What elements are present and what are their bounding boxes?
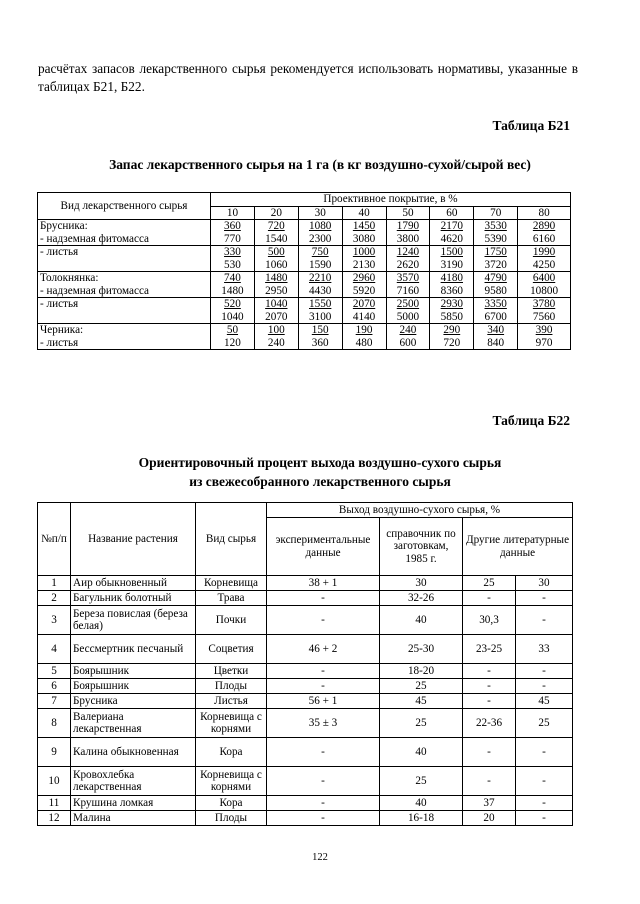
table-b22-label: Таблица Б22 <box>492 413 570 428</box>
stock-value-cell <box>430 298 474 324</box>
stock-value-cell <box>474 272 518 298</box>
raw-weight: 2130 <box>352 258 376 271</box>
col-header-experimental: экспериментальные данные <box>267 518 380 576</box>
col-header-plant-name: Название растения <box>71 503 196 576</box>
table-row <box>38 664 573 679</box>
raw-weight: 5390 <box>484 232 507 245</box>
air-dry-weight: 1000 <box>352 246 376 258</box>
col-header-num: №п/п <box>38 503 71 576</box>
other-yield-2: - <box>516 664 573 679</box>
row-number: 9 <box>38 738 71 767</box>
table-b21 <box>37 192 571 350</box>
table-row <box>38 606 573 635</box>
raw-weight: 3100 <box>309 310 332 323</box>
coverage-percent-header: 60 <box>430 206 474 220</box>
raw-type: Корневища с корнями <box>196 709 267 738</box>
plant-name: Малина <box>71 811 196 826</box>
col-header-yield: Выход воздушно-сухого сырья, % <box>267 503 573 518</box>
raw-type: Плоды <box>196 679 267 694</box>
air-dry-weight: 1500 <box>440 246 463 258</box>
experimental-yield: 38 + 1 <box>267 576 380 591</box>
raw-weight: 2620 <box>396 258 420 271</box>
experimental-yield: - <box>267 738 380 767</box>
stock-value-cell <box>298 298 342 324</box>
air-dry-weight: 150 <box>311 324 329 336</box>
row-number: 5 <box>38 664 71 679</box>
raw-weight: 2300 <box>309 232 332 245</box>
coverage-percent-header: 10 <box>211 206 255 220</box>
raw-weight: 120 <box>224 336 241 349</box>
row-number: 4 <box>38 635 71 664</box>
raw-weight: 8360 <box>440 284 463 297</box>
raw-weight: 10800 <box>530 284 559 297</box>
stock-value-cell <box>254 298 298 324</box>
stock-value-cell <box>386 324 430 350</box>
air-dry-weight: 1240 <box>396 246 420 258</box>
air-dry-weight: 4180 <box>440 272 463 284</box>
stock-value-cell <box>430 220 474 246</box>
raw-weight: 5850 <box>440 310 463 323</box>
row-number: 8 <box>38 709 71 738</box>
raw-weight: 6160 <box>532 232 556 245</box>
raw-weight: 720 <box>443 336 461 349</box>
stock-value-cell <box>518 220 571 246</box>
table-row <box>38 591 573 606</box>
raw-weight: 840 <box>487 336 505 349</box>
raw-weight: 3800 <box>396 232 420 245</box>
raw-weight: 970 <box>535 336 553 349</box>
air-dry-weight: 1990 <box>532 246 556 258</box>
stock-value-cell <box>254 246 298 272</box>
col-header-raw-type: Вид сырья <box>196 503 267 576</box>
table-row <box>38 246 571 272</box>
coverage-percent-header: 50 <box>386 206 430 220</box>
raw-weight: 770 <box>224 232 241 245</box>
stock-value-cell <box>298 324 342 350</box>
air-dry-weight: 390 <box>535 324 553 336</box>
reference-yield: 32-26 <box>380 591 463 606</box>
row-number: 6 <box>38 679 71 694</box>
table-row <box>38 738 573 767</box>
stock-value-cell <box>211 324 255 350</box>
stock-value-cell <box>518 272 571 298</box>
stock-value-cell <box>430 272 474 298</box>
other-yield-2: 45 <box>516 694 573 709</box>
air-dry-weight: 1080 <box>309 220 332 232</box>
raw-material-name <box>38 246 211 272</box>
stock-value-cell <box>254 220 298 246</box>
other-yield-1: 23-25 <box>463 635 516 664</box>
stock-value-cell <box>342 246 386 272</box>
raw-weight: 1480 <box>221 284 244 297</box>
raw-material-name <box>38 220 211 246</box>
reference-yield: 30 <box>380 576 463 591</box>
experimental-yield: 35 ± 3 <box>267 709 380 738</box>
air-dry-weight: 740 <box>224 272 241 284</box>
raw-weight: 2070 <box>265 310 288 323</box>
other-yield-2: 30 <box>516 576 573 591</box>
air-dry-weight: 2070 <box>352 298 376 310</box>
stock-value-cell <box>474 298 518 324</box>
raw-material-name-line2 <box>40 259 208 272</box>
air-dry-weight: 500 <box>267 246 285 258</box>
raw-material-name-line2: - надземная фитомасса <box>40 284 150 297</box>
air-dry-weight: 1040 <box>265 298 288 310</box>
other-yield-1: - <box>463 767 516 796</box>
stock-value-cell <box>342 272 386 298</box>
stock-value-cell <box>211 272 255 298</box>
stock-value-cell <box>211 246 255 272</box>
raw-material-name-line1: Толокнянка: <box>40 272 99 284</box>
row-number: 1 <box>38 576 71 591</box>
row-number: 2 <box>38 591 71 606</box>
table-row <box>38 324 571 350</box>
table-row <box>38 576 573 591</box>
other-yield-1: - <box>463 591 516 606</box>
raw-weight: 3080 <box>352 232 376 245</box>
col-header-other-literature: Другие литературные данные <box>463 518 573 576</box>
stock-value-cell <box>342 324 386 350</box>
raw-type: Корневища <box>196 576 267 591</box>
experimental-yield: - <box>267 606 380 635</box>
air-dry-weight: 3570 <box>396 272 420 284</box>
air-dry-weight: 2170 <box>440 220 463 232</box>
table-row <box>38 272 571 298</box>
row-number: 12 <box>38 811 71 826</box>
air-dry-weight: 4790 <box>484 272 507 284</box>
table-b21-label: Таблица Б21 <box>492 118 570 133</box>
other-yield-2: - <box>516 606 573 635</box>
page-number: 122 <box>312 852 328 863</box>
stock-value-cell <box>518 324 571 350</box>
raw-weight: 1040 <box>221 310 244 323</box>
other-yield-2: - <box>516 591 573 606</box>
raw-weight: 1540 <box>265 232 288 245</box>
raw-weight: 3720 <box>484 258 507 271</box>
table-row <box>38 635 573 664</box>
coverage-percent-header: 30 <box>298 206 342 220</box>
air-dry-weight: 1450 <box>352 220 376 232</box>
air-dry-weight: 3780 <box>532 298 556 310</box>
coverage-percent-header: 70 <box>474 206 518 220</box>
coverage-percent-header: 20 <box>254 206 298 220</box>
reference-yield: 40 <box>380 796 463 811</box>
other-yield-2: - <box>516 811 573 826</box>
table-row <box>38 298 571 324</box>
raw-type: Плоды <box>196 811 267 826</box>
table-b22 <box>37 502 573 826</box>
raw-weight: 530 <box>224 258 241 271</box>
air-dry-weight: 720 <box>267 220 285 232</box>
stock-value-cell <box>298 220 342 246</box>
raw-type: Цветки <box>196 664 267 679</box>
air-dry-weight: 1750 <box>484 246 507 258</box>
raw-weight: 600 <box>399 336 417 349</box>
plant-name: Боярышник <box>71 664 196 679</box>
raw-weight: 7160 <box>396 284 420 297</box>
table-row <box>38 220 571 246</box>
reference-yield: 18-20 <box>380 664 463 679</box>
stock-value-cell <box>386 246 430 272</box>
table-b22-title-line2: из свежесобранного лекарственного сырья <box>189 474 451 489</box>
raw-weight: 7560 <box>532 310 556 323</box>
other-yield-1: - <box>463 738 516 767</box>
plant-name: Бессмертник песчаный <box>71 635 196 664</box>
raw-material-name-line2: - надземная фитомасса <box>40 232 150 245</box>
raw-weight: 1060 <box>265 258 288 271</box>
row-number: 11 <box>38 796 71 811</box>
stock-value-cell <box>298 246 342 272</box>
reference-yield: 25 <box>380 679 463 694</box>
col-header-coverage: Проективное покрытие, в % <box>211 193 571 207</box>
raw-type: Трава <box>196 591 267 606</box>
raw-weight: 4620 <box>440 232 463 245</box>
air-dry-weight: 2210 <box>309 272 332 284</box>
table-row <box>38 709 573 738</box>
raw-weight: 4250 <box>532 258 556 271</box>
experimental-yield: - <box>267 664 380 679</box>
raw-type: Корневища с корнями <box>196 767 267 796</box>
raw-material-name <box>38 298 211 324</box>
plant-name: Калина обыкновенная <box>71 738 196 767</box>
reference-yield: 16-18 <box>380 811 463 826</box>
stock-value-cell <box>518 298 571 324</box>
other-yield-1: 20 <box>463 811 516 826</box>
raw-weight: 1590 <box>309 258 332 271</box>
row-number: 10 <box>38 767 71 796</box>
experimental-yield: - <box>267 767 380 796</box>
reference-yield: 40 <box>380 738 463 767</box>
plant-name: Брусника <box>71 694 196 709</box>
other-yield-2: - <box>516 738 573 767</box>
stock-value-cell <box>342 220 386 246</box>
raw-type: Кора <box>196 796 267 811</box>
plant-name: Кровохлебка лекарственная <box>71 767 196 796</box>
other-yield-1: - <box>463 694 516 709</box>
air-dry-weight: 1550 <box>309 298 332 310</box>
raw-material-name <box>38 272 211 298</box>
stock-value-cell <box>518 246 571 272</box>
table-b21-title: Запас лекарственного сырья на 1 га (в кг воздушно-сухой/сырой вес) <box>109 157 531 172</box>
air-dry-weight: 750 <box>311 246 329 258</box>
air-dry-weight: 100 <box>267 324 285 336</box>
stock-value-cell <box>211 220 255 246</box>
stock-value-cell <box>430 324 474 350</box>
row-number: 7 <box>38 694 71 709</box>
other-yield-2: 33 <box>516 635 573 664</box>
air-dry-weight: 190 <box>355 324 373 336</box>
air-dry-weight: 520 <box>224 298 241 310</box>
other-yield-2: 25 <box>516 709 573 738</box>
air-dry-weight: 340 <box>487 324 505 336</box>
raw-material-name-line1: - листья <box>40 298 79 310</box>
air-dry-weight: 240 <box>399 324 417 336</box>
stock-value-cell <box>254 272 298 298</box>
air-dry-weight: 2930 <box>440 298 463 310</box>
air-dry-weight: 1480 <box>265 272 288 284</box>
other-yield-1: - <box>463 664 516 679</box>
reference-yield: 45 <box>380 694 463 709</box>
stock-value-cell <box>342 298 386 324</box>
air-dry-weight: 50 <box>226 324 239 336</box>
raw-material-name-line2 <box>40 311 208 324</box>
raw-material-name-line1: - листья <box>40 246 79 258</box>
stock-value-cell <box>298 272 342 298</box>
plant-name: Береза повислая (береза белая) <box>71 606 196 635</box>
reference-yield: 25-30 <box>380 635 463 664</box>
other-yield-1: 37 <box>463 796 516 811</box>
raw-weight: 6700 <box>484 310 507 323</box>
air-dry-weight: 330 <box>224 246 241 258</box>
raw-type: Кора <box>196 738 267 767</box>
raw-weight: 9580 <box>484 284 507 297</box>
air-dry-weight: 290 <box>443 324 461 336</box>
table-row <box>38 796 573 811</box>
other-yield-2: - <box>516 796 573 811</box>
experimental-yield: - <box>267 591 380 606</box>
table-row <box>38 679 573 694</box>
stock-value-cell <box>474 324 518 350</box>
coverage-percent-header: 40 <box>342 206 386 220</box>
raw-material-name-line2: - листья <box>40 336 79 349</box>
other-yield-1: - <box>463 679 516 694</box>
row-number: 3 <box>38 606 71 635</box>
coverage-percent-header: 80 <box>518 206 571 220</box>
table-row <box>38 694 573 709</box>
air-dry-weight: 2960 <box>352 272 376 284</box>
col-header-raw-type: Вид лекарственного сырья <box>38 193 211 220</box>
plant-name: Аир обыкновенный <box>71 576 196 591</box>
other-yield-1: 25 <box>463 576 516 591</box>
air-dry-weight: 6400 <box>532 272 556 284</box>
plant-name: Боярышник <box>71 679 196 694</box>
raw-weight: 5000 <box>396 310 420 323</box>
raw-weight: 4430 <box>309 284 332 297</box>
air-dry-weight: 360 <box>224 220 241 232</box>
reference-yield: 25 <box>380 709 463 738</box>
raw-material-name <box>38 324 211 350</box>
raw-weight: 4140 <box>352 310 376 323</box>
col-header-reference: справочник по заготовкам, 1985 г. <box>380 518 463 576</box>
stock-value-cell <box>474 220 518 246</box>
stock-value-cell <box>474 246 518 272</box>
table-b22-title-line1: Ориентировочный процент выхода воздушно-сухого сырья <box>138 455 502 470</box>
air-dry-weight: 1790 <box>396 220 420 232</box>
intro-paragraph: расчётах запасов лекарственного сырья рекомендуется использовать нормативы, указанные в таблицах Б21, Б22. <box>38 61 578 94</box>
air-dry-weight: 2500 <box>396 298 420 310</box>
raw-weight: 2950 <box>265 284 288 297</box>
raw-weight: 480 <box>355 336 373 349</box>
other-yield-2: - <box>516 767 573 796</box>
experimental-yield: - <box>267 796 380 811</box>
experimental-yield: - <box>267 679 380 694</box>
table-row <box>38 811 573 826</box>
experimental-yield: 46 + 2 <box>267 635 380 664</box>
raw-type: Листья <box>196 694 267 709</box>
raw-material-name-line1: Черника: <box>40 324 84 336</box>
other-yield-1: 22-36 <box>463 709 516 738</box>
plant-name: Багульник болотный <box>71 591 196 606</box>
experimental-yield: 56 + 1 <box>267 694 380 709</box>
stock-value-cell <box>386 298 430 324</box>
table-row <box>38 767 573 796</box>
experimental-yield: - <box>267 811 380 826</box>
raw-weight: 3190 <box>440 258 463 271</box>
reference-yield: 25 <box>380 767 463 796</box>
raw-weight: 5920 <box>352 284 376 297</box>
plant-name: Валериана лекарственная <box>71 709 196 738</box>
table-b22-title <box>0 453 640 491</box>
air-dry-weight: 3350 <box>484 298 507 310</box>
stock-value-cell <box>386 220 430 246</box>
air-dry-weight: 3530 <box>484 220 507 232</box>
plant-name: Крушина ломкая <box>71 796 196 811</box>
raw-material-name-line1: Брусника: <box>40 220 88 232</box>
stock-value-cell <box>430 246 474 272</box>
raw-weight: 240 <box>267 336 285 349</box>
stock-value-cell <box>254 324 298 350</box>
raw-type: Соцветия <box>196 635 267 664</box>
raw-type: Почки <box>196 606 267 635</box>
air-dry-weight: 2890 <box>532 220 556 232</box>
stock-value-cell <box>211 298 255 324</box>
raw-weight: 360 <box>311 336 329 349</box>
stock-value-cell <box>386 272 430 298</box>
other-yield-2: - <box>516 679 573 694</box>
other-yield-1: 30,3 <box>463 606 516 635</box>
reference-yield: 40 <box>380 606 463 635</box>
